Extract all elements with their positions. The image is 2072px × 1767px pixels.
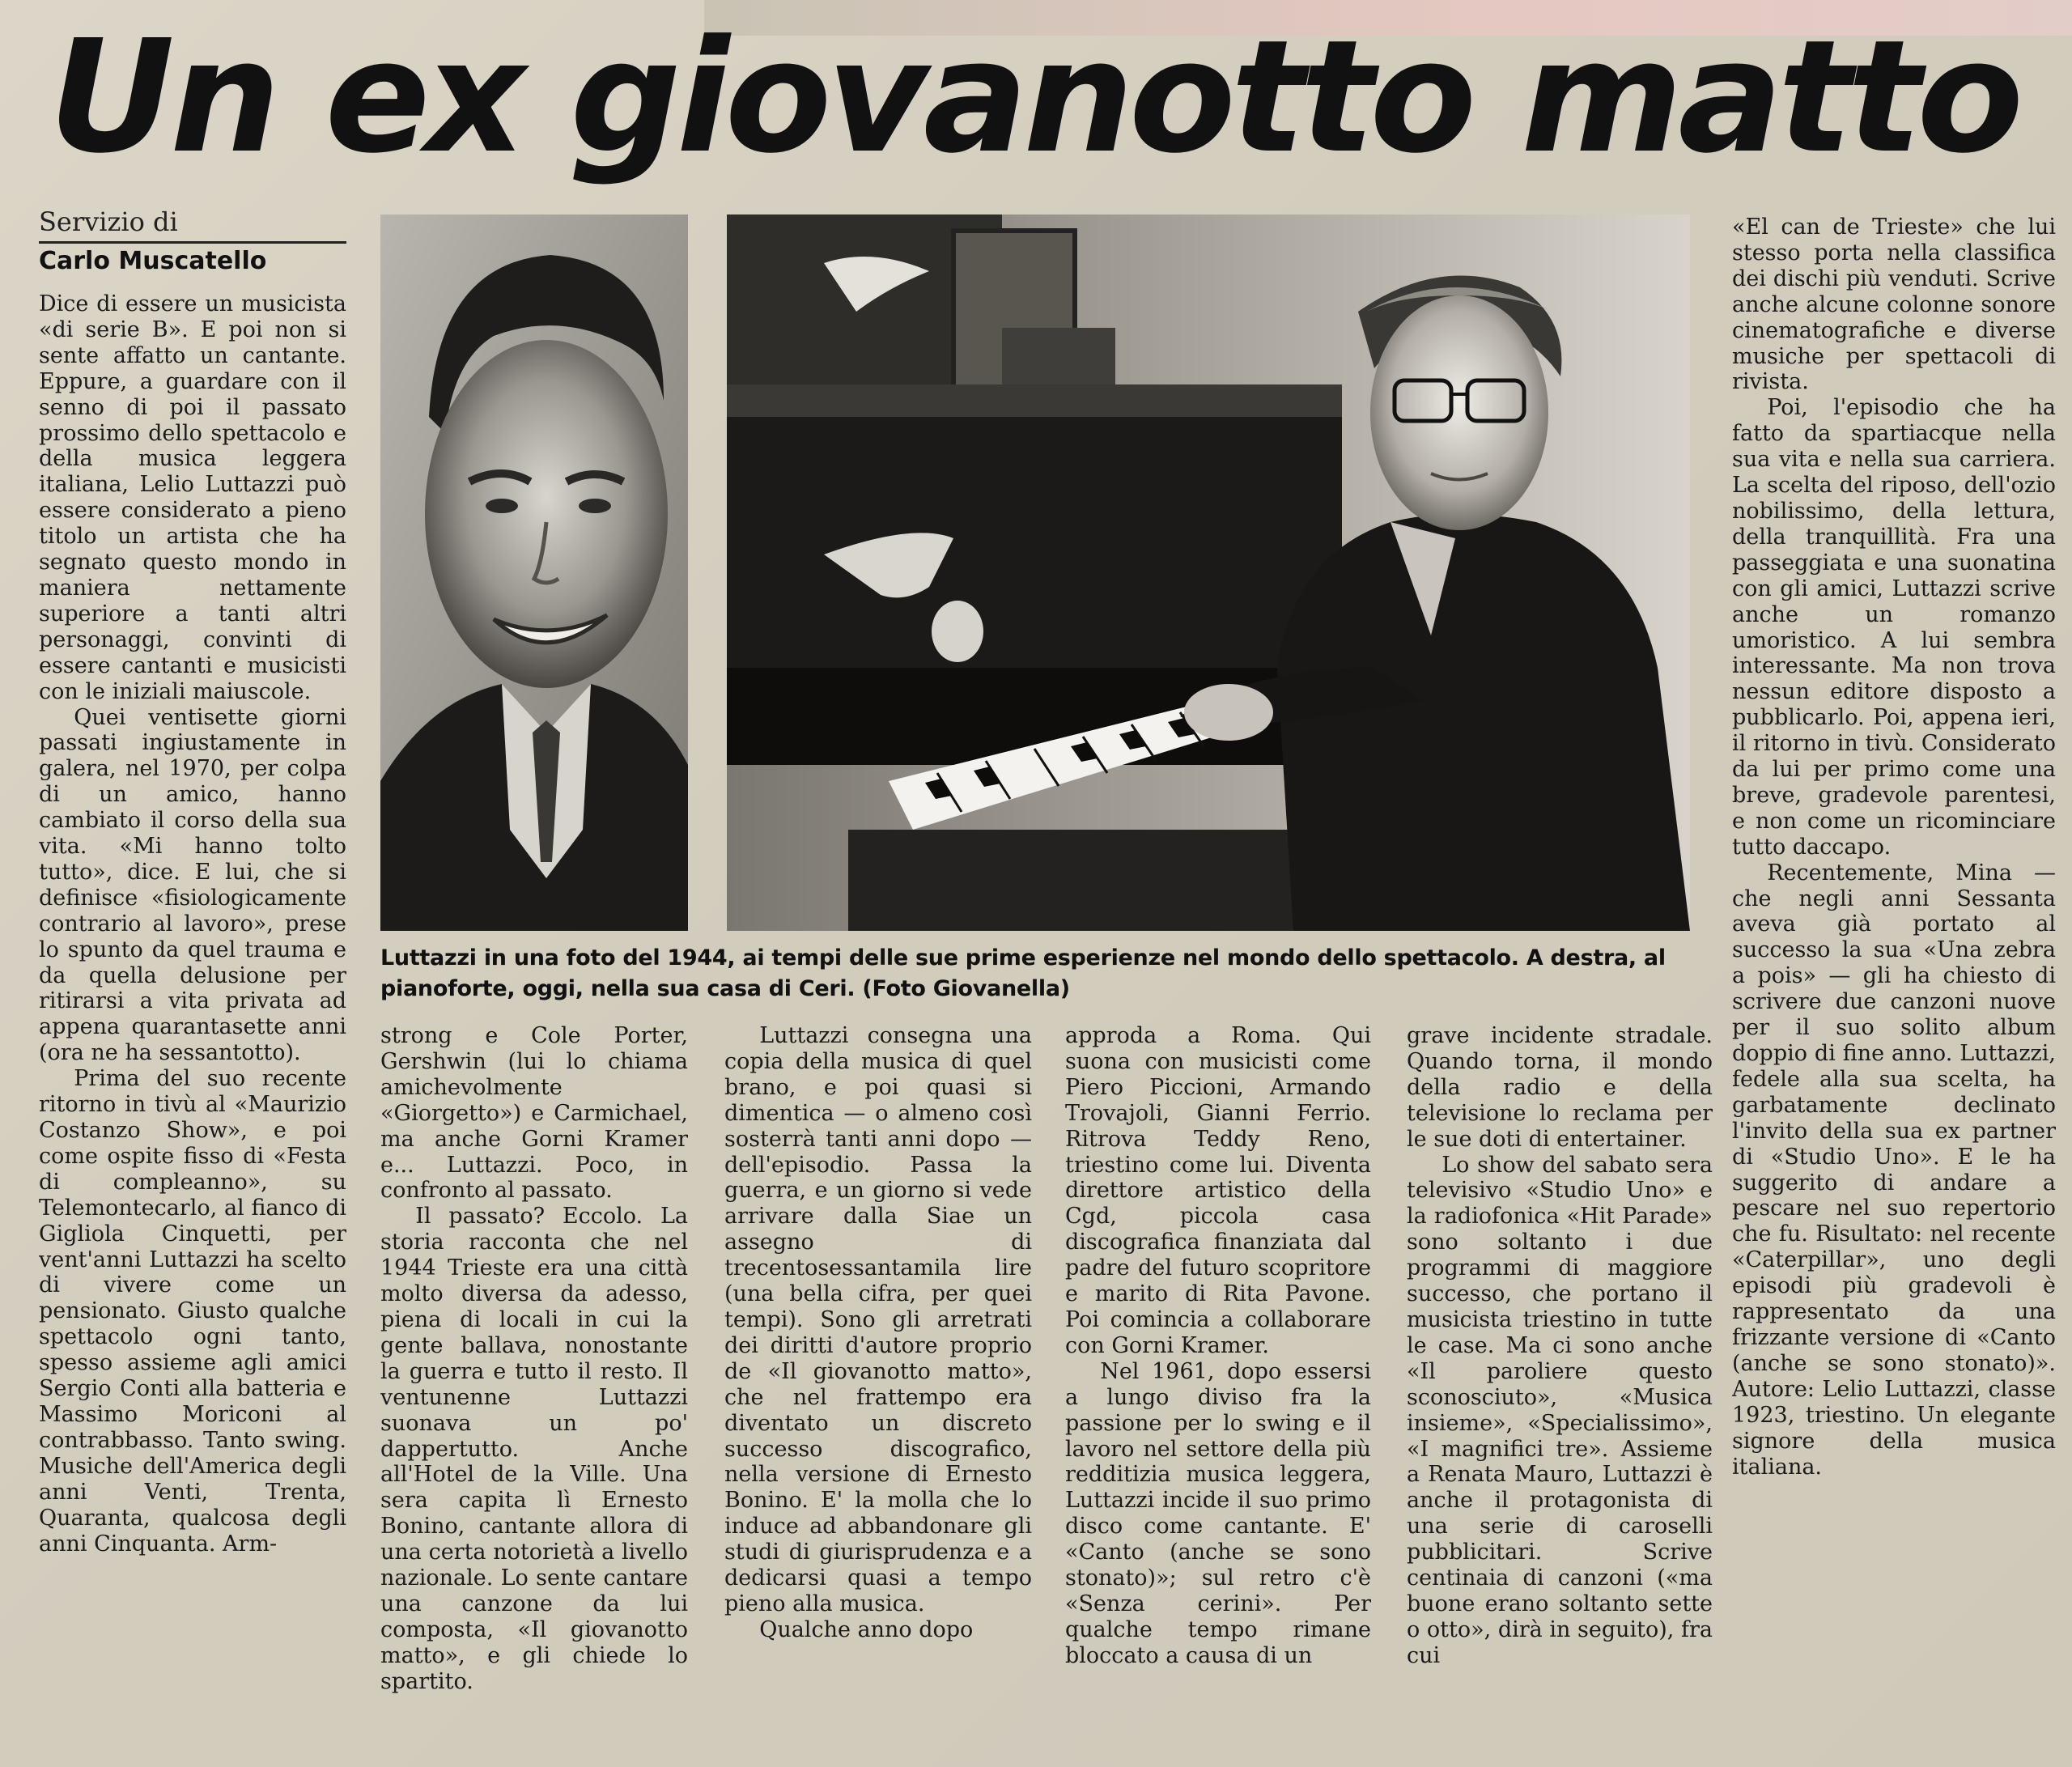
article-column-3: [724, 1023, 1032, 1760]
article-paragraph: Lo show del sabato sera televisivo «Studio Uno» e la radiofonica «Hit Parade» sono soltanto i due programmi di maggiore successo, che portano il musicista triestino in tutte le case. Ma ci sono anche «Il paroliere questo sconosciuto», «Musica insieme», «Specialissimo», «I magnifici tre». Assieme a Renata Mauro, Luttazzi è anche il protagonista di una serie di caroselli pubblicitari. Scrive centinaia di canzoni («ma buone erano soltanto sette o otto», dirà in seguito), fra cui: [1407, 1152, 1713, 1668]
article-column-1: [39, 291, 346, 1756]
photo-portrait-1944: [380, 215, 688, 931]
article-column-6: [1732, 215, 2056, 1761]
byline-author: Carlo Muscatello: [39, 247, 267, 275]
article-paragraph: Luttazzi consegna una copia della musica di quel brano, e poi quasi si dimentica — o almeno così sosterrà tanti anni dopo — dell'episodio. Passa la guerra, e un giorno si vede arrivare dalla Siae un assegno di trecentosessantamila lire (una bella cifra, per quei tempi). Sono gli arretrati dei diritti d'autore proprio de «Il giovanotto matto», che nel frattempo era diventato un discreto successo discografico, nella versione di Ernesto Bonino. E' la molla che lo induce ad abbandonare gli studi di giurisprudenza e a dedicarsi quasi a tempo pieno alla musica.: [724, 1023, 1032, 1616]
article-column-5: [1407, 1023, 1713, 1760]
article-column-4: [1065, 1023, 1371, 1760]
article-paragraph: Il passato? Eccolo. La storia racconta che nel 1944 Trieste era una città molto diversa da adesso, piena di locali in cui la gente ballava, nonostante la guerra e tutto il resto. Il ventunenne Luttazzi suonava un po' dappertutto. Anche all'Hotel de la Ville. Una sera capita lì Ernesto Bonino, cantante allora di una certa notorietà a livello nazionale. Lo sente cantare una canzone da lui composta, «Il giovanotto matto», e gli chiede lo spartito.: [380, 1204, 688, 1694]
article-paragraph: Qualche anno dopo: [759, 1616, 974, 1642]
article-paragraph: «El can de Trieste» che lui stesso porta nella classifica dei dischi più venduti. Scrive anche alcune colonne sonore cinematografiche e diverse musiche per spettacoli di rivista.: [1732, 215, 2056, 395]
byline-label: Servizio di: [39, 206, 178, 237]
byline-rule: [39, 241, 346, 244]
article-paragraph: Nel 1961, dopo essersi a lungo diviso fra la passione per lo swing e il lavoro nel settore della più redditizia musica leggera, Luttazzi incide il suo primo disco come cantante. E' «Canto (anche se sono stonato)»; sul retro c'è «Senza cerini». Per qualche tempo rimane bloccato a causa di un: [1065, 1358, 1371, 1668]
headline: Un ex giovanotto matto: [49, 7, 2019, 188]
article-paragraph: Poi, l'episodio che ha fatto da spartiacque nella sua vita e nella sua carriera. La scelta del riposo, dell'ozio nobilissimo, della lettura, della tranquillità. Fra una passeggiata e una suonatina con gli amici, Luttazzi scrive anche un romanzo umoristico. A lui sembra interessante. Ma non trova nessun editore disposto a pubblicarlo. Poi, appena ieri, il ritorno in tivù. Considerato da lui per primo come una breve, gradevole parentesi, e non come un ricominciare tutto daccapo.: [1732, 395, 2056, 860]
article-paragraph: grave incidente stradale. Quando torna, il mondo della radio e della televisione lo reclama per le sue doti di entertainer.: [1407, 1023, 1713, 1152]
article-paragraph: strong e Cole Porter, Gershwin (lui lo chiama amichevolmente «Giorgetto») e Carmichael, ma anche Gorni Kramer e... Luttazzi. Poco, in confronto al passato.: [380, 1023, 688, 1204]
article-paragraph: approda a Roma. Qui suona con musicisti come Piero Piccioni, Armando Trovajoli, Gianni Ferrio. Ritrova Teddy Reno, triestino come lui. Diventa direttore artistico della Cgd, piccola casa discografica finanziata dal padre del futuro scopritore e marito di Rita Pavone. Poi comincia a collaborare con Gorni Kramer.: [1065, 1023, 1371, 1358]
photo-at-piano: [727, 215, 1690, 931]
article-paragraph: Prima del suo recente ritorno in tivù al «Maurizio Costanzo Show», e poi come ospite fisso di «Festa di compleanno», su Telemontecarlo, al fianco di Gigliola Cinquetti, per vent'anni Luttazzi ha scelto di vivere come un pensionato. Giusto qualche spettacolo ogni tanto, spesso assieme agli amici Sergio Conti alla batteria e Massimo Moriconi al contrabbasso. Tanto swing. Musiche dell'America degli anni Venti, Trenta, Quaranta, qualcosa degli anni Cinquanta. Arm-: [39, 1066, 346, 1557]
article-column-2: [380, 1023, 688, 1760]
photo-caption: Luttazzi in una foto del 1944, ai tempi delle sue prime esperienze nel mondo dello spettacolo. A destra, al pianoforte, oggi, nella sua casa di Ceri. (Foto Giovanella): [380, 945, 1666, 1001]
article-paragraph: Recentemente, Mina — che negli anni Sessanta aveva già portato al successo la sua «Una zebra a pois» — gli ha chiesto di scrivere due canzoni nuove per il suo solito album doppio di fine anno. Luttazzi, fedele alla sua scelta, ha garbatamente declinato l'invito della sua ex partner di «Studio Uno». E le ha suggerito di andare a pescare nel suo repertorio che fu. Risultato: nel recente «Caterpillar», uno degli episodi più gradevoli è rappresentato da una frizzante versione di «Canto (anche se sono stonato)». Autore: Lelio Luttazzi, classe 1923, triestino. Un elegante signore della musica italiana.: [1732, 860, 2056, 1480]
article-paragraph: Dice di essere un musicista «di serie B». E poi non si sente affatto un cantante. Eppure, a guardare con il senno di poi il passato prossimo dello spettacolo e della musica leggera italiana, Lelio Luttazzi può essere considerato a pieno titolo un artista che ha segnato questo mondo in maniera nettamente superiore a tanti altri personaggi, convinti di essere cantanti e musicisti con le iniziali maiuscole.: [39, 291, 346, 704]
article-paragraph: Quei ventisette giorni passati ingiustamente in galera, nel 1970, per colpa di un amico, hanno cambiato il corso della sua vita. «Mi hanno tolto tutto», dice. E lui, che si definisce «fisiologicamente contrario al lavoro», prese lo spunto da quel trauma e da quella delusione per ritirarsi a vita privata ad appena quarantasette anni (ora ne ha sessantotto).: [39, 704, 346, 1066]
